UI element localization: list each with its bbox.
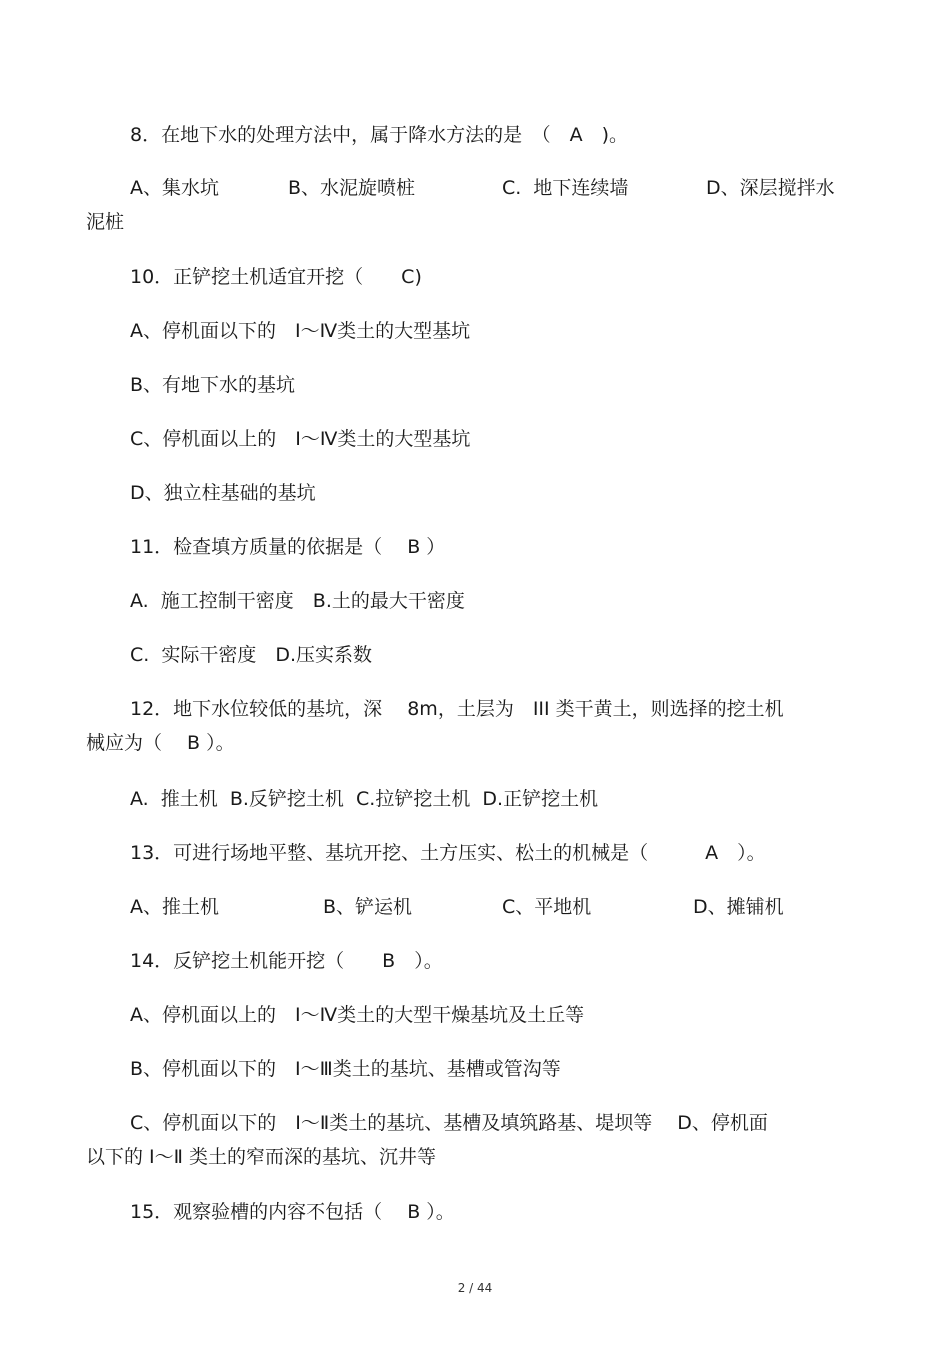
q13-stem: 13．可进行场地平整、基坑开挖、土方压实、松土的机械是（ A ）。: [130, 842, 766, 864]
q10-option-c: C、停机面以上的 Ⅰ～Ⅳ类土的大型基坑: [130, 428, 471, 450]
q8-option-d-wrap: 泥桩: [86, 211, 125, 233]
q13-option-b: B、铲运机: [323, 896, 413, 918]
page-number: 2 / 44: [457, 1281, 493, 1295]
q12-stem: 12．地下水位较低的基坑，深 8m，土层为 III 类干黄土，则选择的挖土机: [130, 698, 784, 720]
q14-option-a: A、停机面以上的 Ⅰ～Ⅳ类土的大型干燥基坑及土丘等: [130, 1004, 585, 1026]
q10-option-b: B、有地下水的基坑: [130, 374, 296, 396]
q11-options-ab: A. 施工控制干密度 B.土的最大干密度: [130, 590, 465, 612]
q8-option-d: D、深层搅拌水: [706, 177, 835, 199]
q14-stem: 14．反铲挖土机能开挖（ B ）。: [130, 950, 443, 972]
q11-stem: 11．检查填方质量的依据是（ B ）: [130, 536, 446, 558]
q8-option-b: B、水泥旋喷桩: [288, 177, 416, 199]
q13-option-d: D、摊铺机: [693, 896, 784, 918]
q12-stem-wrap: 械应为（ B ）。: [86, 732, 235, 754]
q15-stem: 15．观察验槽的内容不包括（ B ）。: [130, 1201, 455, 1223]
q14-option-c-d: C、停机面以下的 Ⅰ～Ⅱ类土的基坑、基槽及填筑路基、堤坝等 D、停机面: [130, 1112, 768, 1134]
q14-option-d-wrap: 以下的 Ⅰ～Ⅱ 类土的窄而深的基坑、沉井等: [86, 1146, 437, 1168]
q8-option-a: A、集水坑: [130, 177, 219, 199]
q13-option-c: C、平地机: [502, 896, 592, 918]
q10-option-d: D、独立柱基础的基坑: [130, 482, 316, 504]
q10-option-a: A、停机面以下的 Ⅰ～Ⅳ类土的大型基坑: [130, 320, 471, 342]
q11-options-cd: C. 实际干密度 D.压实系数: [130, 644, 373, 666]
q13-option-a: A、推土机: [130, 896, 219, 918]
q8-stem: 8．在地下水的处理方法中，属于降水方法的是 （ A )。: [130, 124, 629, 146]
q10-stem: 10．正铲挖土机适宜开挖（ C): [130, 266, 422, 288]
q14-option-b: B、停机面以下的 Ⅰ～Ⅲ类土的基坑、基槽或管沟等: [130, 1058, 561, 1080]
q8-option-c: C. 地下连续墙: [502, 177, 629, 199]
q12-options: A. 推土机 B.反铲挖土机 C.拉铲挖土机 D.正铲挖土机: [130, 788, 599, 810]
